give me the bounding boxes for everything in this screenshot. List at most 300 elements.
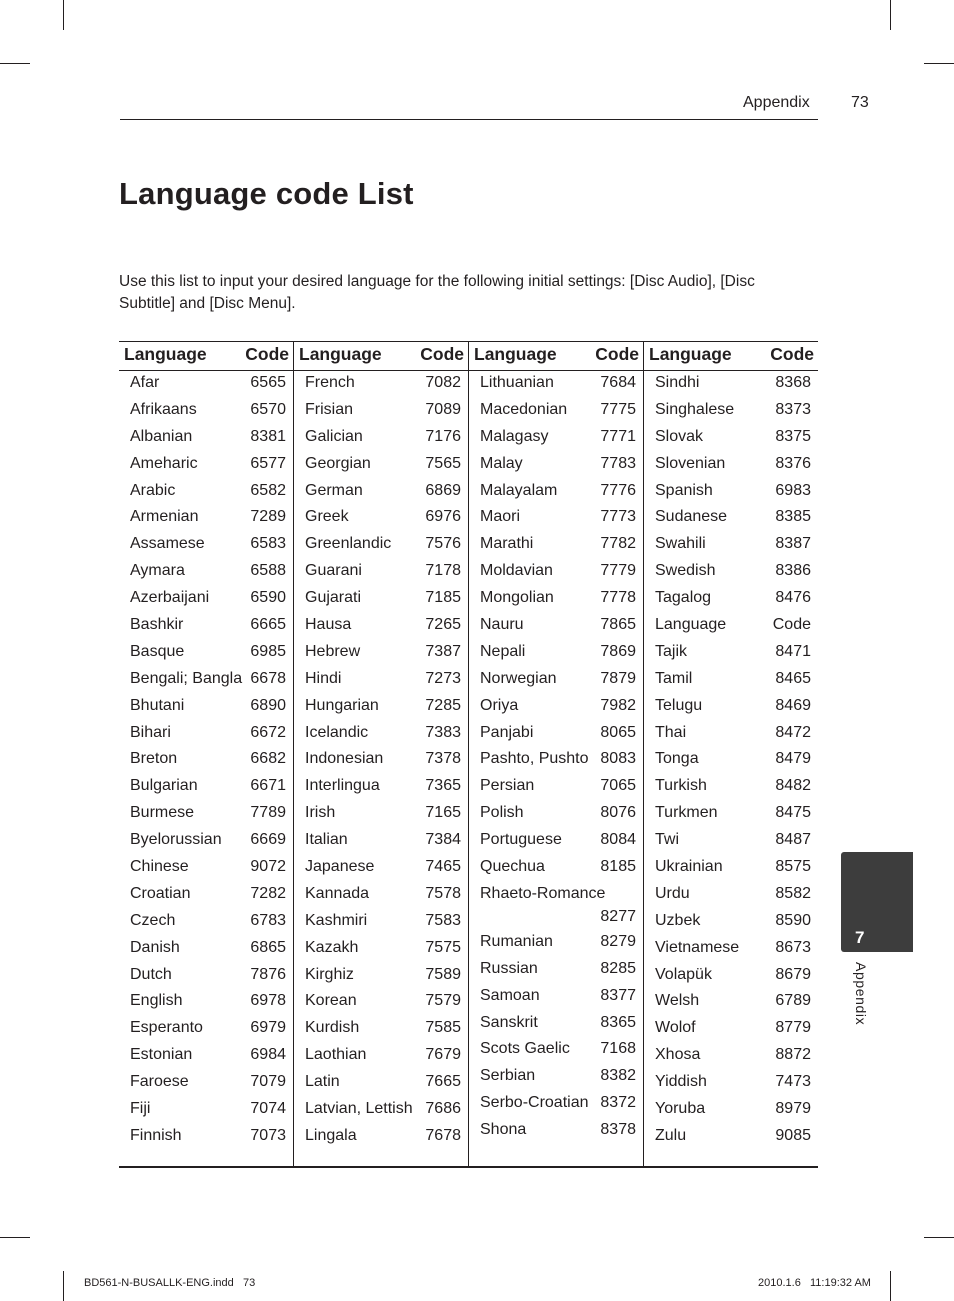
table-row (294, 829, 469, 856)
language-name: Gujarati (305, 589, 362, 607)
language-code: 8279 (600, 932, 636, 950)
table-row (644, 668, 819, 695)
language-code: 7273 (425, 669, 461, 687)
language-name: Estonian (130, 1046, 193, 1064)
table-row (644, 614, 819, 641)
table-row (294, 1071, 469, 1098)
table-row (469, 560, 644, 587)
language-code: 7065 (600, 777, 636, 795)
language-name: Laothian (305, 1046, 367, 1064)
column-header (294, 343, 468, 369)
language-name: Tagalog (655, 589, 712, 607)
table-row (119, 1098, 294, 1125)
language-code: 7782 (600, 535, 636, 553)
language-code: 7776 (600, 481, 636, 499)
language-name: Tajik (655, 642, 688, 660)
table-row (644, 426, 819, 453)
language-code: 7679 (425, 1046, 461, 1064)
table-row (119, 453, 294, 480)
language-code: 8065 (600, 723, 636, 741)
language-code: 8465 (775, 669, 811, 687)
footer-file-name: BD561-N-BUSALLK-ENG.indd 73 (84, 1277, 256, 1289)
table-row (644, 1044, 819, 1071)
table-row (469, 641, 644, 668)
language-code: 8382 (600, 1067, 636, 1085)
language-code: 6582 (250, 481, 286, 499)
table-row (294, 775, 469, 802)
table-row (644, 856, 819, 883)
crop-mark (890, 1271, 891, 1301)
language-name: Nepali (480, 642, 526, 660)
table-row (294, 748, 469, 775)
language-code: 7579 (425, 992, 461, 1010)
language-code-table (119, 341, 818, 1168)
table-row (469, 1038, 644, 1065)
language-name: Albanian (130, 427, 193, 445)
crop-mark (924, 63, 954, 64)
language-name: Ameharic (130, 454, 198, 472)
header-code: Code (770, 344, 814, 364)
language-code: 6669 (250, 831, 286, 849)
table-row (469, 802, 644, 829)
table-row (644, 775, 819, 802)
language-name: Danish (130, 938, 180, 956)
language-code: 8779 (775, 1019, 811, 1037)
language-name: Yiddish (655, 1073, 707, 1091)
table-row (294, 587, 469, 614)
table-row (294, 937, 469, 964)
language-code: 6672 (250, 723, 286, 741)
language-code: 8185 (600, 858, 636, 876)
language-name: Shona (480, 1121, 527, 1139)
language-name: Hausa (305, 616, 352, 634)
table-row (119, 722, 294, 749)
language-code: 8475 (775, 804, 811, 822)
language-name: Sudanese (655, 508, 728, 526)
language-name: Aymara (130, 562, 185, 580)
language-name: Serbian (480, 1067, 536, 1085)
language-name: Basque (130, 642, 185, 660)
page-number: 73 (851, 94, 869, 111)
language-name: Vietnamese (655, 938, 740, 956)
table-row (644, 372, 819, 399)
language-code: 8472 (775, 723, 811, 741)
table-row (644, 1098, 819, 1125)
language-code: 9085 (775, 1126, 811, 1144)
table-row (644, 937, 819, 964)
table-row (644, 480, 819, 507)
language-code: 8372 (600, 1094, 636, 1112)
table-row (119, 668, 294, 695)
table-row (119, 829, 294, 856)
language-code: 6565 (250, 374, 286, 391)
language-code: 6985 (250, 642, 286, 660)
language-code: 8375 (775, 427, 811, 445)
table-row (469, 506, 644, 533)
language-code: 8479 (775, 750, 811, 768)
language-name: Maori (480, 508, 521, 526)
language-code: 6577 (250, 454, 286, 472)
language-name: Telugu (655, 696, 703, 714)
language-name: Yoruba (655, 1100, 706, 1118)
table-row (469, 533, 644, 560)
table-row (644, 964, 819, 991)
language-name: Czech (130, 911, 176, 929)
language-code: 6979 (250, 1019, 286, 1037)
language-code: 6865 (250, 938, 286, 956)
table-row (119, 506, 294, 533)
language-name: Arabic (130, 481, 176, 499)
language-code: 8277 (600, 907, 636, 925)
table-row (469, 1012, 644, 1039)
language-code: 8084 (600, 831, 636, 849)
language-name: Bengali; Bangla (130, 669, 243, 687)
crop-mark (0, 1237, 30, 1238)
language-code: 7089 (425, 400, 461, 418)
language-code: 7289 (250, 508, 286, 526)
table-row (294, 641, 469, 668)
table-row (644, 910, 819, 937)
language-code: 8872 (775, 1046, 811, 1064)
language-code: 7378 (425, 750, 461, 768)
language-code: 7365 (425, 777, 461, 795)
language-name: Latin (305, 1073, 340, 1091)
header-language: Language (124, 344, 207, 364)
column-rows (119, 372, 294, 1152)
language-code: 8381 (250, 427, 286, 445)
table-row (294, 614, 469, 641)
table-row (469, 958, 644, 985)
language-name: Greek (305, 508, 349, 526)
column-header (644, 343, 818, 369)
language-name: Zulu (655, 1126, 687, 1144)
language-code: 8679 (775, 965, 811, 983)
language-name: Kurdish (305, 1019, 360, 1037)
language-name: Uzbek (655, 911, 701, 929)
language-name: Wolof (655, 1019, 696, 1037)
language-code: 8469 (775, 696, 811, 714)
language-code: 6588 (250, 562, 286, 580)
crop-mark (63, 0, 64, 30)
language-name: Lithuanian (480, 374, 554, 391)
language-name: Japanese (305, 858, 375, 876)
language-name: Hungarian (305, 696, 379, 714)
language-name: Assamese (130, 535, 205, 553)
table-row (294, 802, 469, 829)
table-row (644, 533, 819, 560)
table-row (294, 695, 469, 722)
language-name: Ukrainian (655, 858, 723, 876)
table-row (644, 722, 819, 749)
language-code: 6678 (250, 669, 286, 687)
language-name: Armenian (130, 508, 199, 526)
language-name: Indonesian (305, 750, 384, 768)
language-name: Croatian (130, 884, 191, 902)
language-name: Turkish (655, 777, 707, 795)
language-name: Portuguese (480, 831, 562, 849)
table-row (294, 399, 469, 426)
language-name: Singhalese (655, 400, 735, 418)
language-name: Kannada (305, 884, 370, 902)
crop-mark (63, 1271, 64, 1301)
language-code: 8575 (775, 858, 811, 876)
language-name: Interlingua (305, 777, 380, 795)
intro-paragraph: Use this list to input your desired language for the following initial settings: [Disc Audio], [Disc Subtitle] and [Disc Menu]. (119, 273, 755, 312)
header-language: Language (299, 344, 382, 364)
language-name: Frisian (305, 400, 354, 418)
language-code: 7387 (425, 642, 461, 660)
language-code: 6789 (775, 992, 811, 1010)
table-row (644, 1017, 819, 1044)
table-row (119, 426, 294, 453)
language-name: Volapük (655, 965, 712, 983)
language-name: Kashmiri (305, 911, 368, 929)
table-row (644, 506, 819, 533)
table-row (294, 910, 469, 937)
language-code: 7783 (600, 454, 636, 472)
table-row (294, 560, 469, 587)
column-header (469, 343, 643, 369)
column-rows (469, 372, 644, 1146)
language-code: 8385 (775, 508, 811, 526)
table-row (294, 990, 469, 1017)
language-code: 8386 (775, 562, 811, 580)
table-row (119, 1125, 294, 1152)
table-row (294, 1125, 469, 1152)
header-code: Code (245, 344, 289, 364)
language-name: Oriya (480, 696, 519, 714)
language-name: Swahili (655, 535, 706, 553)
language-name: Finnish (130, 1126, 182, 1144)
language-code: 7473 (775, 1073, 811, 1091)
language-name: Russian (480, 959, 538, 977)
language-name: Azerbaijani (130, 589, 210, 607)
language-name: Tonga (655, 750, 699, 768)
language-name: Kazakh (305, 938, 359, 956)
language-code: 8368 (775, 374, 811, 391)
language-name: Samoan (480, 986, 540, 1004)
language-name: Tamil (655, 669, 693, 687)
table-row (294, 1098, 469, 1125)
language-code: 7665 (425, 1073, 461, 1091)
language-code: 7982 (600, 696, 636, 714)
table-row (469, 1119, 644, 1146)
table-row (469, 775, 644, 802)
language-code: 6590 (250, 589, 286, 607)
language-name: Icelandic (305, 723, 369, 741)
language-name: Malay (480, 454, 523, 472)
table-row (469, 614, 644, 641)
table-row (119, 1017, 294, 1044)
language-code: 7585 (425, 1019, 461, 1037)
language-name: Turkmen (655, 804, 718, 822)
table-row (294, 453, 469, 480)
language-name: Malagasy (480, 427, 549, 445)
page-title: Language code List (119, 176, 414, 211)
language-code: 7383 (425, 723, 461, 741)
language-code: 7583 (425, 911, 461, 929)
language-name: Byelorussian (130, 831, 222, 849)
language-name: Breton (130, 750, 178, 768)
language-code: 6671 (250, 777, 286, 795)
language-name: Scots Gaelic (480, 1040, 570, 1058)
language-code: 8365 (600, 1013, 636, 1031)
language-code: 7686 (425, 1100, 461, 1118)
language-code: 7869 (600, 642, 636, 660)
table-row (119, 641, 294, 668)
language-name: Korean (305, 992, 357, 1010)
language-name: Welsh (655, 992, 700, 1010)
table-row (469, 1065, 644, 1092)
table-row (294, 426, 469, 453)
language-name: Burmese (130, 804, 195, 822)
table-row (469, 668, 644, 695)
language-name: French (305, 374, 355, 391)
table-row (119, 883, 294, 910)
crop-mark (0, 63, 30, 64)
table-row (469, 480, 644, 507)
language-code: 7775 (600, 400, 636, 418)
column-header (119, 343, 293, 369)
table-row (644, 748, 819, 775)
column-rows (644, 372, 819, 1152)
language-code: 6570 (250, 400, 286, 418)
language-code: 7879 (600, 669, 636, 687)
language-code: 8376 (775, 454, 811, 472)
chapter-tab (841, 852, 913, 952)
language-code: 7285 (425, 696, 461, 714)
chapter-number: 7 (855, 928, 865, 947)
header-language: Language (649, 344, 732, 364)
header-code: Code (420, 344, 464, 364)
language-code: 8482 (775, 777, 811, 795)
language-code: 8673 (775, 938, 811, 956)
language-code: 8377 (600, 986, 636, 1004)
table-row (644, 1125, 819, 1152)
language-code: 7771 (600, 427, 636, 445)
language-code: 8387 (775, 535, 811, 553)
language-name: Mongolian (480, 589, 554, 607)
language-name: Kirghiz (305, 965, 354, 983)
table-row (644, 990, 819, 1017)
table-row (294, 668, 469, 695)
language-code: 8487 (775, 831, 811, 849)
header-rule (120, 119, 818, 120)
table-row (119, 1044, 294, 1071)
table-row (119, 748, 294, 775)
table-row (469, 399, 644, 426)
language-code: 7779 (600, 562, 636, 580)
table-row (119, 910, 294, 937)
table-row (119, 614, 294, 641)
crop-mark (924, 1237, 954, 1238)
language-code: 6983 (775, 481, 811, 499)
language-name: Bhutani (130, 696, 185, 714)
language-name: German (305, 481, 363, 499)
language-code: 6976 (425, 508, 461, 526)
language-code: 8590 (775, 911, 811, 929)
table-row (469, 722, 644, 749)
language-name: Afar (130, 374, 160, 391)
language-name: Xhosa (655, 1046, 701, 1064)
language-name: Esperanto (130, 1019, 203, 1037)
language-code: 7165 (425, 804, 461, 822)
language-name: Spanish (655, 481, 713, 499)
language-name: Faroese (130, 1073, 189, 1091)
language-name: Hindi (305, 669, 342, 687)
table-row (119, 1071, 294, 1098)
table-row (644, 802, 819, 829)
language-code: 7589 (425, 965, 461, 983)
table-row (294, 1017, 469, 1044)
language-code: 7082 (425, 374, 461, 391)
language-name: Afrikaans (130, 400, 197, 418)
language-code: 8378 (600, 1121, 636, 1139)
language-name: Bashkir (130, 616, 184, 634)
language-name: Lingala (305, 1126, 357, 1144)
language-code: 6783 (250, 911, 286, 929)
language-name: Irish (305, 804, 336, 822)
language-code: Code (772, 616, 811, 634)
language-name: Marathi (480, 535, 534, 553)
language-code: 7576 (425, 535, 461, 553)
language-code: 8285 (600, 959, 636, 977)
language-code: 7176 (425, 427, 461, 445)
table-row (119, 587, 294, 614)
table-row (469, 883, 644, 931)
table-row (644, 560, 819, 587)
language-code: 7079 (250, 1073, 286, 1091)
running-header-section: Appendix (743, 94, 810, 111)
language-code: 6984 (250, 1046, 286, 1064)
table-row (119, 560, 294, 587)
table-row (469, 931, 644, 958)
table-row (119, 480, 294, 507)
table-row (294, 506, 469, 533)
table-row (644, 883, 819, 910)
table-row (469, 1092, 644, 1119)
language-code: 8476 (775, 589, 811, 607)
table-row (469, 695, 644, 722)
language-name: Language (655, 616, 727, 634)
language-code: 7684 (600, 374, 636, 391)
language-code: 6682 (250, 750, 286, 768)
table-row (119, 802, 294, 829)
language-name: Polish (480, 804, 524, 822)
language-code: 8979 (775, 1100, 811, 1118)
language-code: 7168 (600, 1040, 636, 1058)
table-row (294, 883, 469, 910)
table-row (119, 964, 294, 991)
language-code: 8076 (600, 804, 636, 822)
language-name: Serbo-Croatian (480, 1094, 589, 1112)
language-code: 6665 (250, 616, 286, 634)
table-row (294, 964, 469, 991)
language-code: 7865 (600, 616, 636, 634)
language-name: Quechua (480, 858, 545, 876)
table-row (644, 453, 819, 480)
language-code: 7384 (425, 831, 461, 849)
language-code: 7282 (250, 884, 286, 902)
table-row (119, 856, 294, 883)
language-name: Greenlandic (305, 535, 392, 553)
language-code: 6583 (250, 535, 286, 553)
table-row (119, 533, 294, 560)
table-row (644, 829, 819, 856)
language-name: Sindhi (655, 374, 700, 391)
column-rows (294, 372, 469, 1152)
language-code: 8083 (600, 750, 636, 768)
